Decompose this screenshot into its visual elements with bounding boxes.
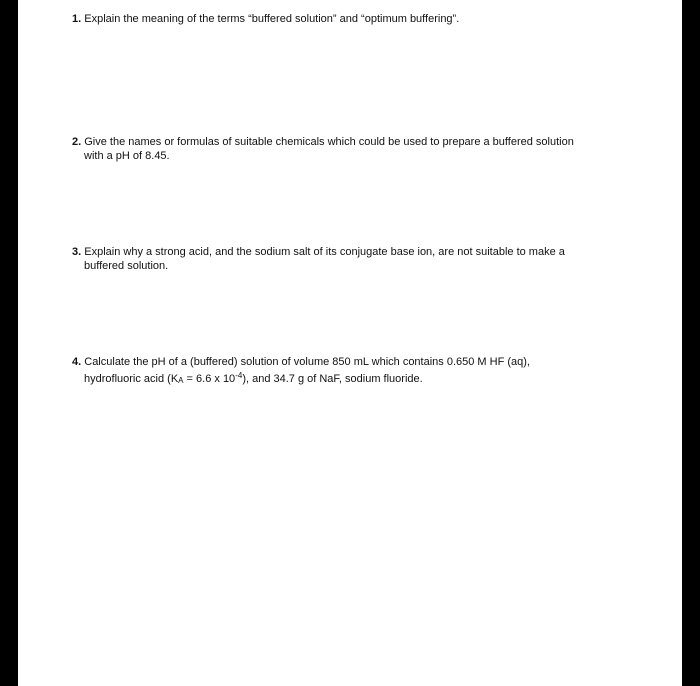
- question-4-text-line2: [72, 369, 632, 388]
- ka-subscript: A: [178, 376, 184, 385]
- exponent-superscript: -4: [235, 371, 243, 380]
- question-2-text-line2: with a pH of 8.45.: [84, 150, 170, 162]
- question-1: [72, 12, 632, 26]
- question-1-text: Explain the meaning of the terms “buffered solution” and “optimum buffering”.: [84, 13, 460, 25]
- question-4: [72, 355, 632, 388]
- question-2-number: 2.: [72, 136, 82, 148]
- question-2-text-line1: Give the names or formulas of suitable chemicals which could be used to prepare a buffered solution: [84, 136, 574, 148]
- question-4-line2-post: ), and 34.7 g of NaF, sodium fluoride.: [242, 373, 423, 385]
- worksheet-page: [18, 0, 682, 686]
- question-3-text-line2: buffered solution.: [84, 260, 169, 272]
- question-3-text-line1: Explain why a strong acid, and the sodium salt of its conjugate base ion, are not suitable to make a: [84, 246, 565, 258]
- question-4-line2-pre: hydrofluoric acid (K: [84, 373, 179, 385]
- question-4-line2-mid: = 6.6 x 10: [183, 373, 236, 385]
- question-3: [72, 245, 632, 273]
- question-1-number: 1.: [72, 13, 82, 25]
- question-4-number: 4.: [72, 356, 82, 368]
- question-3-number: 3.: [72, 246, 82, 258]
- question-4-text-line1: Calculate the pH of a (buffered) solution of volume 850 mL which contains 0.650 M HF (aq),: [84, 356, 530, 368]
- question-2: [72, 135, 632, 163]
